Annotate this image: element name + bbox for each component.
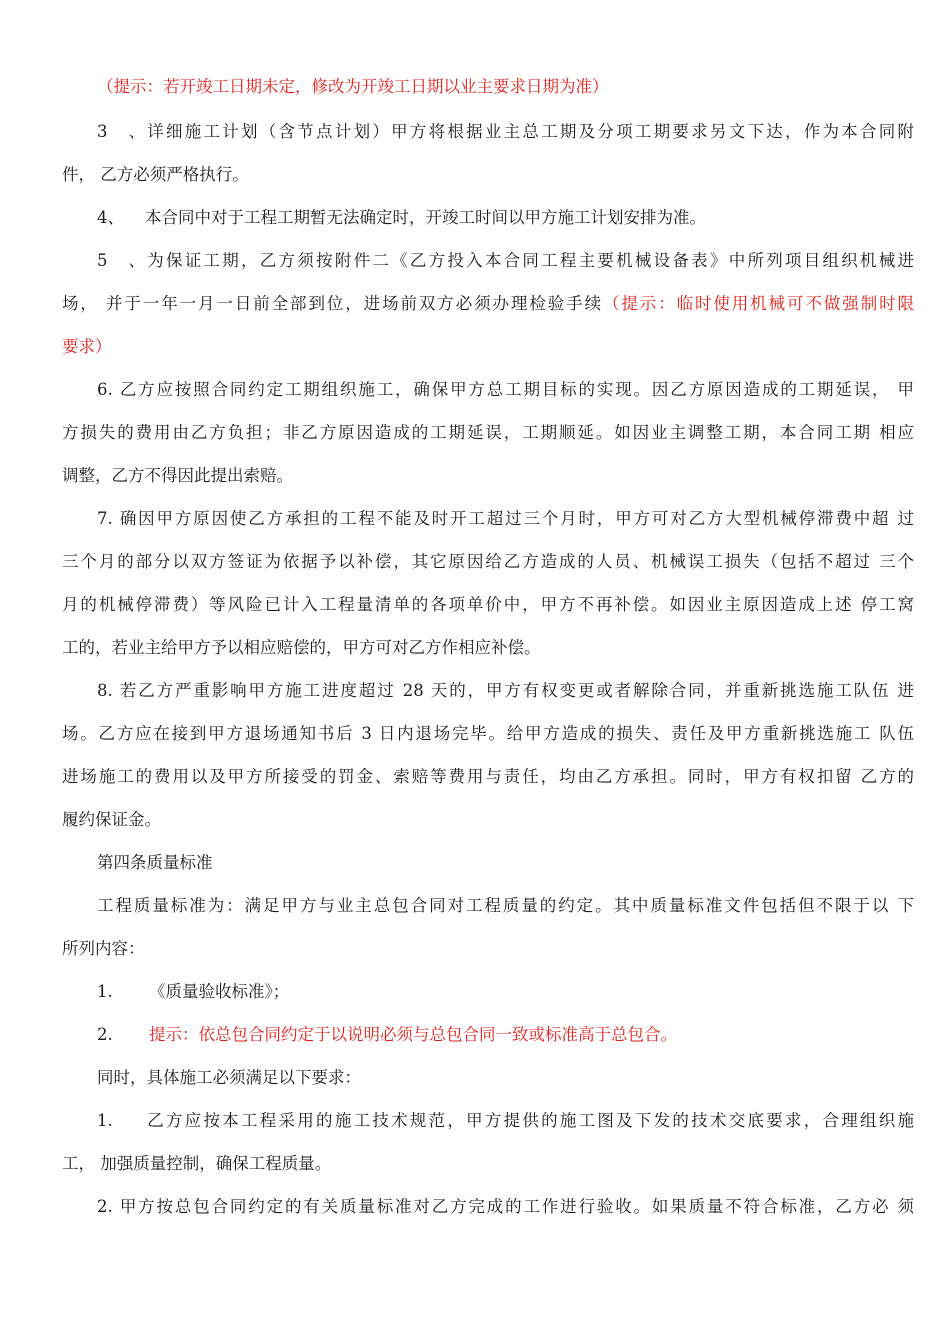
clause-5-line-1: 5、为保证工期，乙方须按附件二《乙方投入本合同工程主要机械设备表》中所列项目组织机械进 xyxy=(97,251,914,270)
requirement-1-line-1: 1. 乙方应按本工程采用的施工技术规范，甲方提供的施工图及下发的技术交底要求，合理组织施 xyxy=(97,1111,914,1130)
requirements-intro: 同时，具体施工必须满足以下要求： xyxy=(97,1068,361,1087)
clause-3-line-2: 件， 乙方必须严格执行。 xyxy=(62,165,249,184)
clause-5-line-3: 要求） xyxy=(62,337,112,356)
clause-6-line-3: 调整，乙方不得因此提出索赔。 xyxy=(62,466,293,485)
clause-7-line-3: 月的机械停滞费）等风险已计入工程量清单的各项单价中，甲方不再补偿。如因业主原因造成上述 停工窝 xyxy=(62,595,914,614)
clause-8-line-3: 进场施工的费用以及甲方所接受的罚金、索赔等费用与责任，均由乙方承担。同时，甲方有权扣留 乙方的 xyxy=(62,767,914,786)
quality-list-item-1: 1. 《质量验收标准》； xyxy=(97,982,290,1001)
requirement-1-line-2: 工， 加强质量控制，确保工程质量。 xyxy=(62,1154,332,1173)
hint-start-end-date: （提示：若开竣工日期未定，修改为开竣工日期以业主要求日期为准） xyxy=(97,77,609,96)
clause-4: 4、 本合同中对于工程工期暂无法确定时，开竣工时间以甲方施工计划安排为准。 xyxy=(97,208,706,227)
clause-8-line-4: 履约保证金。 xyxy=(62,810,161,829)
requirement-2-line-1: 2. 甲方按总包合同约定的有关质量标准对乙方完成的工作进行验收。如果质量不符合标准，乙方必 须 xyxy=(97,1197,914,1216)
quality-list-item-2: 2. 提示：依总包合同约定于以说明必须与总包合同一致或标准高于总包合。 xyxy=(97,1025,677,1044)
clause-6-line-1: 6. 乙方应按照合同约定工期组织施工，确保甲方总工期目标的实现。因乙方原因造成的工期延误， 甲 xyxy=(97,380,914,399)
clause-6-line-2: 方损失的费用由乙方负担；非乙方原因造成的工期延误，工期顺延。如因业主调整工期，本合同工期 相应 xyxy=(62,423,914,442)
clause-7-line-4: 工的，若业主给甲方予以相应赔偿的，甲方可对乙方作相应补偿。 xyxy=(62,638,541,657)
clause-8-line-2: 场。乙方应在接到甲方退场通知书后 3 日内退场完毕。给甲方造成的损失、责任及甲方重新挑选施工 队伍 xyxy=(62,724,914,743)
quality-standard-line-1: 工程质量标准为：满足甲方与业主总包合同对工程质量的约定。其中质量标准文件包括但不限于以 下 xyxy=(97,896,914,915)
quality-standard-line-2: 所列内容： xyxy=(62,939,145,958)
section-heading-quality: 第四条质量标准 xyxy=(97,853,213,872)
clause-3-line-1: 3、详细施工计划（含节点计划）甲方将根据业主总工期及分项工期要求另文下达，作为本合同附 xyxy=(97,122,914,141)
clause-5-line-2: 场， 并于一年一月一日前全部到位，进场前双方必须办理检验手续（提示：临时使用机械可不做强制时限 xyxy=(62,294,915,313)
clause-8-line-1: 8. 若乙方严重影响甲方施工进度超过 28 天的，甲方有权变更或者解除合同，并重新挑选施工队伍 进 xyxy=(97,681,914,700)
clause-7-line-1: 7. 确因甲方原因使乙方承担的工程不能及时开工超过三个月时，甲方可对乙方大型机械停滞费中超 过 xyxy=(97,509,914,528)
clause-7-line-2: 三个月的部分以双方签证为依据予以补偿，其它原因给乙方造成的人员、机械误工损失（包括不超过 三个 xyxy=(62,552,914,571)
